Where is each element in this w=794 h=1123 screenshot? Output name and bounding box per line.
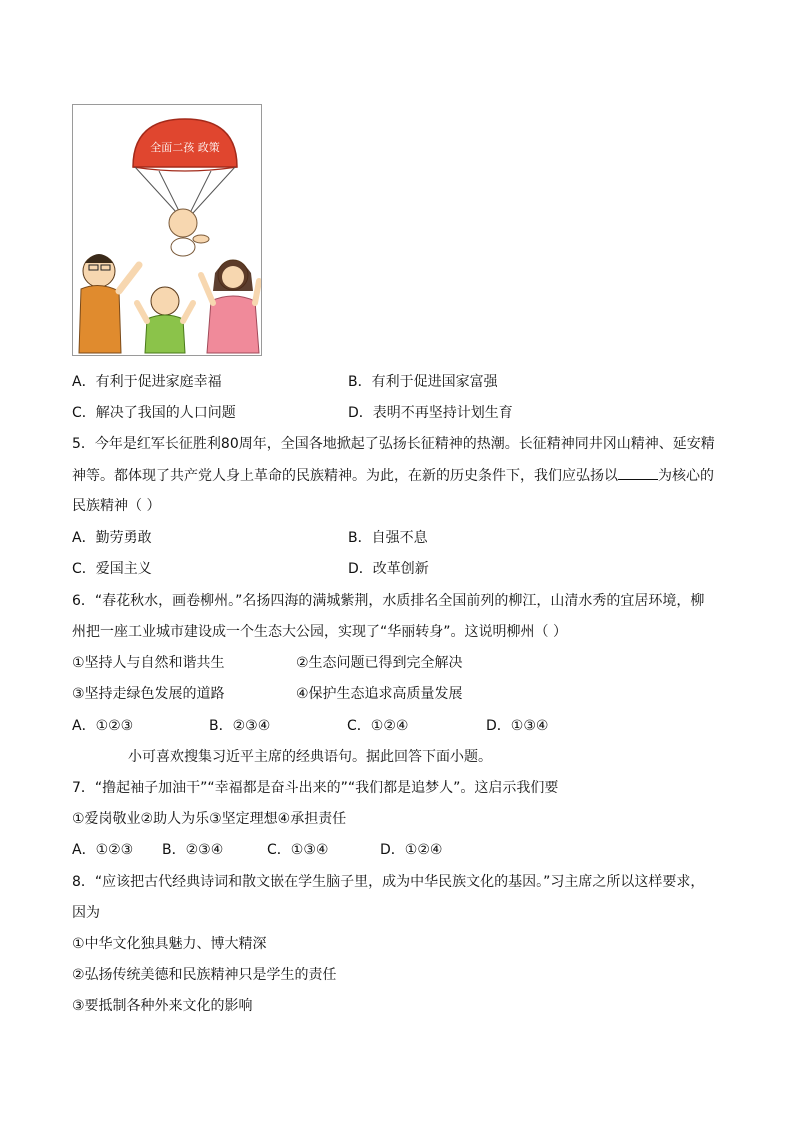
q7-option-b: B．②③④: [162, 842, 224, 858]
q5-option-c: C．爱国主义: [72, 561, 152, 577]
q5-stem-line2: [72, 465, 714, 486]
q5-option-b: B．自强不息: [348, 530, 428, 546]
q4-option-b: B．有利于促进国家富强: [348, 374, 498, 390]
two-child-policy-illustration: [73, 105, 261, 355]
parachute-label: 全面二孩 政策: [150, 141, 220, 154]
answer-blank: [618, 465, 658, 480]
q6-stem-line2: 州把一座工业城市建设成一个生态大公园，实现了“华丽转身”。这说明柳州（ ）: [72, 624, 567, 640]
section-intro: 小可喜欢搜集习近平主席的经典语句。据此回答下面小题。: [128, 749, 492, 765]
q5-stem-line3: 民族精神（ ）: [72, 498, 161, 514]
q7-stem: 7．“撸起袖子加油干”“幸福都是奋斗出来的”“我们都是追梦人”。这启示我们要: [72, 780, 559, 796]
q4-option-c: C．解决了我国的人口问题: [72, 405, 236, 421]
q8-item-3: ③要抵制各种外来文化的影响: [72, 998, 253, 1014]
q8-stem-line2: 因为: [72, 905, 100, 921]
q5-stem-line2-tail: 为核心的: [658, 468, 714, 484]
q5-option-d: D．改革创新: [348, 561, 429, 577]
q6-stem-line1: 6．“春花秋水，画卷柳州。”名扬四海的满城紫荆，水质排名全国前列的柳江，山清水秀的宜居环境，柳: [72, 593, 705, 609]
q6-option-b: B．②③④: [209, 718, 271, 734]
q7-option-c: C．①③④: [267, 842, 329, 858]
q7-option-d: D．①②④: [380, 842, 443, 858]
q6-item-1: ①坚持人与自然和谐共生: [72, 655, 225, 671]
cartoon-figure: [72, 104, 262, 356]
q6-option-c: C．①②④: [347, 718, 409, 734]
q8-item-2: ②弘扬传统美德和民族精神只是学生的责任: [72, 967, 337, 983]
q5-stem-line2-text: 神等。都体现了共产党人身上革命的民族精神。为此，在新的历史条件下，我们应弘扬以: [72, 468, 618, 484]
q6-item-4: ④保护生态追求高质量发展: [296, 686, 463, 702]
q7-items: ①爱岗敬业②助人为乐③坚定理想④承担责任: [72, 811, 347, 827]
q6-option-d: D．①③④: [486, 718, 549, 734]
q8-stem-line1: 8．“应该把古代经典诗词和散文嵌在学生脑子里，成为中华民族文化的基因。”习主席之所以这样要求，: [72, 874, 705, 890]
q4-option-d: D．表明不再坚持计划生育: [348, 405, 513, 421]
q6-item-2: ②生态问题已得到完全解决: [296, 655, 463, 671]
q8-item-1: ①中华文化独具魅力、博大精深: [72, 936, 267, 952]
q5-option-a: A．勤劳勇敢: [72, 530, 152, 546]
q6-item-3: ③坚持走绿色发展的道路: [72, 686, 225, 702]
q4-option-a: A．有利于促进家庭幸福: [72, 374, 222, 390]
q5-stem-line1: 5．今年是红军长征胜利80周年，全国各地掀起了弘扬长征精神的热潮。长征精神同井冈山精神、延安精: [72, 436, 715, 452]
q6-option-a: A．①②③: [72, 718, 134, 734]
q7-option-a: A．①②③: [72, 842, 134, 858]
